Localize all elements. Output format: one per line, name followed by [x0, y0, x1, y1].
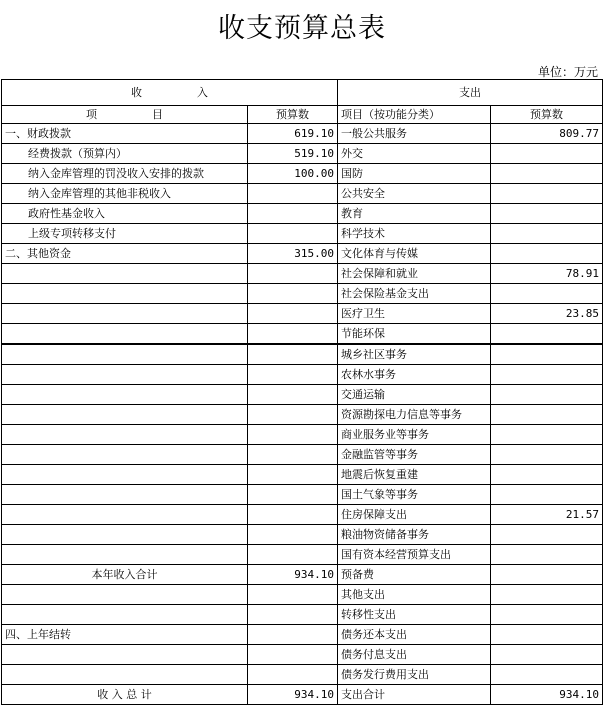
table-row: [2, 565, 603, 585]
table-row: [2, 164, 603, 184]
expense-item-cell: 公共安全: [338, 184, 491, 204]
expense-budget-header: 预算数: [491, 106, 603, 124]
table-row: [2, 124, 603, 144]
expense-budget-cell: [491, 244, 603, 264]
income-budget-cell: [248, 184, 338, 204]
income-budget-cell: 315.00: [248, 244, 338, 264]
income-item-cell: [2, 525, 248, 545]
table-row: [2, 625, 603, 645]
expense-item-cell: 教育: [338, 204, 491, 224]
expense-item-cell: 文化体育与传媒: [338, 244, 491, 264]
income-item-cell: [2, 425, 248, 445]
income-budget-cell: [248, 344, 338, 365]
income-item-cell: [2, 344, 248, 365]
expense-header: 支出: [338, 80, 603, 106]
table-row: [2, 505, 603, 525]
income-budget-cell: [248, 425, 338, 445]
income-budget-cell: [248, 224, 338, 244]
income-budget-cell: [248, 304, 338, 324]
income-item-cell: 上级专项转移支付: [2, 224, 248, 244]
income-item-cell: 纳入金库管理的罚没收入安排的拨款: [2, 164, 248, 184]
expense-item-cell: 社会保险基金支出: [338, 284, 491, 304]
column-header-row: [2, 106, 603, 124]
expense-item-cell: 商业服务业等事务: [338, 425, 491, 445]
income-item-cell: [2, 284, 248, 304]
expense-budget-cell: 78.91: [491, 264, 603, 284]
expense-budget-cell: [491, 545, 603, 565]
expense-budget-cell: [491, 485, 603, 505]
unit-label: 单位：万元: [537, 65, 598, 79]
income-item-cell: [2, 505, 248, 525]
expense-item-cell: 债务还本支出: [338, 625, 491, 645]
income-budget-cell: [248, 485, 338, 505]
table-row: [2, 405, 603, 425]
income-budget-cell: [248, 445, 338, 465]
expense-budget-cell: [491, 184, 603, 204]
expense-budget-cell: [491, 405, 603, 425]
income-budget-cell: [248, 284, 338, 304]
table-row: [2, 244, 603, 264]
income-budget-cell: 934.10: [248, 685, 338, 705]
expense-item-cell: 一般公共服务: [338, 124, 491, 144]
income-budget-cell: [248, 505, 338, 525]
expense-item-cell: 支出合计: [338, 685, 491, 705]
expense-budget-cell: [491, 425, 603, 445]
expense-item-cell: 资源勘探电力信息等事务: [338, 405, 491, 425]
income-item-cell: 二、其他资金: [2, 244, 248, 264]
income-item-cell: [2, 465, 248, 485]
expense-item-cell: 社会保障和就业: [338, 264, 491, 284]
table-row: [2, 665, 603, 685]
expense-budget-cell: 934.10: [491, 685, 603, 705]
table-row: [2, 445, 603, 465]
income-item-cell: 经费拨款（预算内）: [2, 144, 248, 164]
expense-item-cell: 节能环保: [338, 324, 491, 345]
income-budget-cell: [248, 324, 338, 345]
income-budget-cell: [248, 625, 338, 645]
expense-budget-cell: [491, 324, 603, 345]
table-row: [2, 585, 603, 605]
expense-budget-cell: [491, 224, 603, 244]
expense-budget-cell: [491, 605, 603, 625]
budget-table: [1, 79, 603, 705]
income-budget-cell: [248, 605, 338, 625]
income-item-cell: 本年收入合计: [2, 565, 248, 585]
expense-item-cell: 国有资本经营预算支出: [338, 545, 491, 565]
table-row: [2, 224, 603, 244]
expense-budget-cell: [491, 284, 603, 304]
expense-budget-cell: [491, 144, 603, 164]
expense-item-cell: 医疗卫生: [338, 304, 491, 324]
income-budget-cell: 100.00: [248, 164, 338, 184]
income-item-cell: [2, 545, 248, 565]
income-budget-cell: [248, 385, 338, 405]
expense-budget-cell: [491, 665, 603, 685]
table-row: [2, 525, 603, 545]
table-row: [2, 204, 603, 224]
income-item-cell: 四、上年结转: [2, 625, 248, 645]
income-item-cell: [2, 485, 248, 505]
income-item-cell: [2, 324, 248, 345]
expense-budget-cell: [491, 344, 603, 365]
income-budget-header: 预算数: [248, 106, 338, 124]
table-row: [2, 385, 603, 405]
expense-item-cell: 债务付息支出: [338, 645, 491, 665]
table-row: [2, 465, 603, 485]
expense-budget-cell: [491, 525, 603, 545]
income-budget-cell: 619.10: [248, 124, 338, 144]
table-row: [2, 365, 603, 385]
income-budget-cell: [248, 264, 338, 284]
income-item-cell: [2, 304, 248, 324]
income-budget-cell: [248, 645, 338, 665]
income-item-cell: 收 入 总 计: [2, 685, 248, 705]
income-header: 收 入: [2, 80, 338, 106]
expense-budget-cell: [491, 465, 603, 485]
table-row: [2, 344, 603, 365]
expense-budget-cell: [491, 365, 603, 385]
table-row: [2, 485, 603, 505]
expense-item-cell: 住房保障支出: [338, 505, 491, 525]
income-item-header: 项 目: [2, 106, 248, 124]
expense-budget-cell: [491, 164, 603, 184]
expense-item-cell: 城乡社区事务: [338, 344, 491, 365]
table-row: [2, 324, 603, 345]
expense-item-cell: 粮油物资储备事务: [338, 525, 491, 545]
income-item-cell: [2, 264, 248, 284]
table-row: [2, 284, 603, 304]
income-budget-cell: [248, 204, 338, 224]
table-row: [2, 184, 603, 204]
expense-item-header: 项目（按功能分类）: [338, 106, 491, 124]
income-item-cell: [2, 665, 248, 685]
income-budget-cell: [248, 585, 338, 605]
table-row: [2, 425, 603, 445]
income-budget-cell: [248, 545, 338, 565]
income-item-cell: 政府性基金收入: [2, 204, 248, 224]
expense-item-cell: 金融监管等事务: [338, 445, 491, 465]
income-budget-cell: [248, 665, 338, 685]
expense-budget-cell: [491, 625, 603, 645]
page-title: 收支预算总表: [218, 13, 386, 44]
income-item-cell: [2, 605, 248, 625]
expense-budget-cell: 21.57: [491, 505, 603, 525]
expense-item-cell: 交通运输: [338, 385, 491, 405]
table-row: [2, 545, 603, 565]
income-budget-cell: [248, 405, 338, 425]
income-item-cell: [2, 585, 248, 605]
income-item-cell: [2, 445, 248, 465]
income-item-cell: [2, 385, 248, 405]
table-row: [2, 144, 603, 164]
expense-item-cell: 农林水事务: [338, 365, 491, 385]
income-item-cell: [2, 645, 248, 665]
expense-budget-cell: [491, 385, 603, 405]
expense-budget-cell: [491, 645, 603, 665]
income-budget-cell: [248, 465, 338, 485]
table-row: [2, 304, 603, 324]
expense-item-cell: 国土气象等事务: [338, 485, 491, 505]
income-item-cell: 纳入金库管理的其他非税收入: [2, 184, 248, 204]
table-row: [2, 264, 603, 284]
expense-item-cell: 债务发行费用支出: [338, 665, 491, 685]
expense-item-cell: 转移性支出: [338, 605, 491, 625]
income-item-cell: [2, 405, 248, 425]
expense-item-cell: 地震后恢复重建: [338, 465, 491, 485]
expense-item-cell: 科学技术: [338, 224, 491, 244]
expense-item-cell: 其他支出: [338, 585, 491, 605]
expense-item-cell: 外交: [338, 144, 491, 164]
income-budget-cell: 934.10: [248, 565, 338, 585]
income-budget-cell: [248, 525, 338, 545]
income-budget-cell: 519.10: [248, 144, 338, 164]
section-header-row: [2, 80, 603, 106]
table-row: [2, 605, 603, 625]
table-row: [2, 645, 603, 665]
income-budget-cell: [248, 365, 338, 385]
expense-item-cell: 国防: [338, 164, 491, 184]
expense-budget-cell: 809.77: [491, 124, 603, 144]
expense-item-cell: 预备费: [338, 565, 491, 585]
expense-budget-cell: [491, 445, 603, 465]
expense-budget-cell: 23.85: [491, 304, 603, 324]
income-item-cell: [2, 365, 248, 385]
income-item-cell: 一、财政拨款: [2, 124, 248, 144]
expense-budget-cell: [491, 585, 603, 605]
expense-budget-cell: [491, 565, 603, 585]
expense-budget-cell: [491, 204, 603, 224]
